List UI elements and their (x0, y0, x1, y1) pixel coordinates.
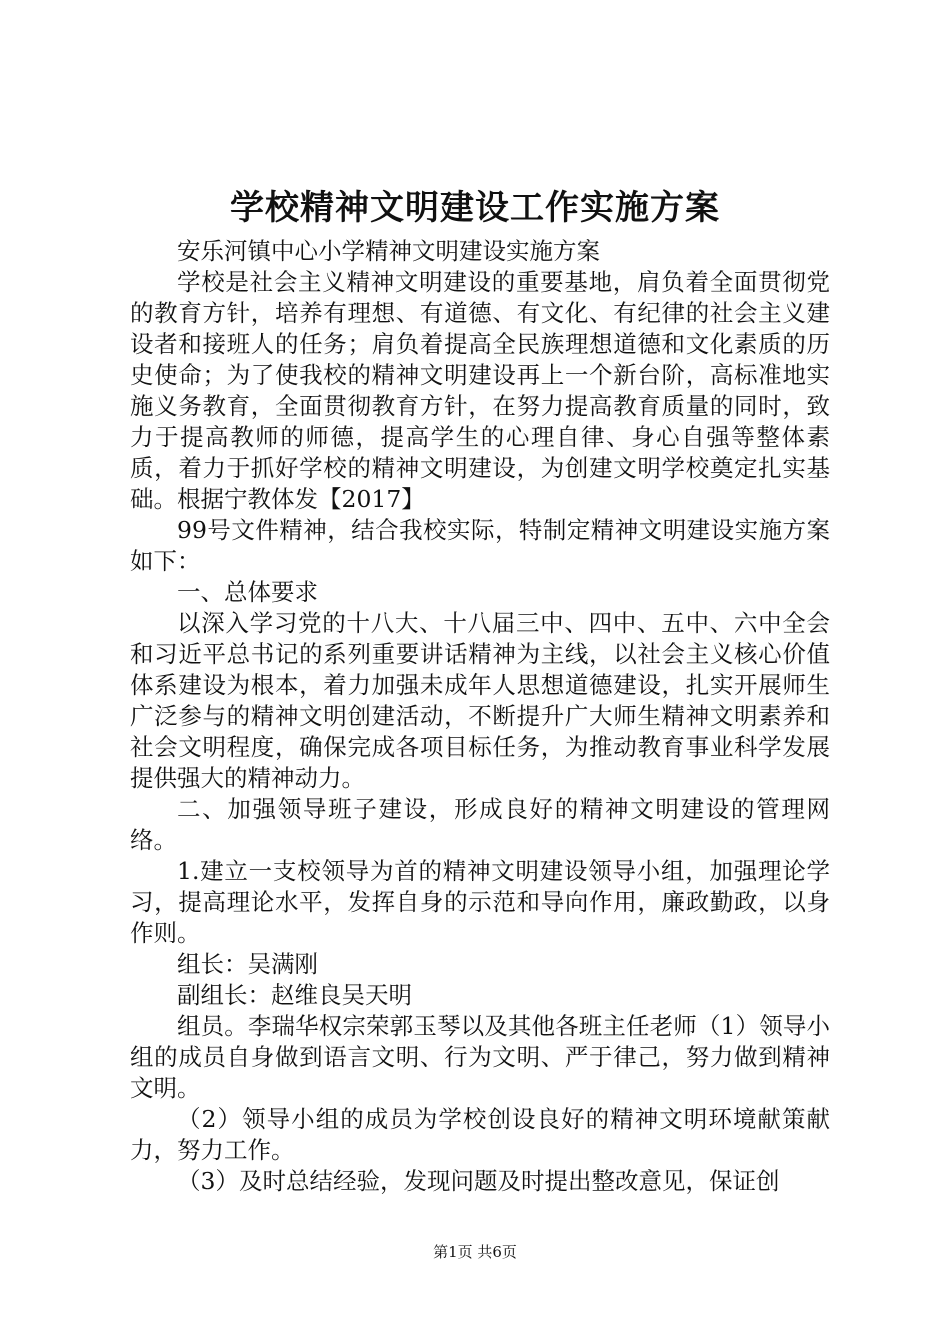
paragraph-members: 组员。李瑞华权宗荣郭玉琴以及其他各班主任老师（1）领导小组的成员自身做到语言文明、行为文明、严于律己，努力做到精神文明。 (130, 1012, 830, 1102)
page-number-footer: 第1页 共6页 (433, 1243, 517, 1261)
paragraph-item-2: （2）领导小组的成员为学校创设良好的精神文明环境献策献力，努力工作。 (130, 1105, 830, 1164)
paragraph-general-requirements: 以深入学习党的十八大、十八届三中、四中、五中、六中全会和习近平总书记的系列重要讲话精神为主线，以社会主义核心价值体系建设为根本，着力加强未成年人思想道德建设，扎实开展师生广泛参与的精神文明创建活动，不断提升广大师生精神文明素养和社会文明程度，确保完成各项目标任务，为推动教育事业科学发展提供强大的精神动力。 (130, 609, 830, 792)
document-body (130, 236, 830, 1197)
paragraph-subtitle: 安乐河镇中心小学精神文明建设实施方案 (177, 237, 600, 265)
paragraph-item-3: （3）及时总结经验，发现问题及时提出整改意见，保证创 (177, 1167, 780, 1195)
paragraph-group-leader: 组长：吴满刚 (177, 950, 318, 978)
document-title: 学校精神文明建设工作实施方案 (230, 188, 720, 228)
paragraph-deputy-leader: 副组长：赵维良吴天明 (177, 981, 412, 1009)
section-heading-general-requirements: 一、总体要求 (177, 578, 318, 606)
paragraph-intro-continued: 99号文件精神，结合我校实际，特制定精神文明建设实施方案如下： (130, 516, 830, 575)
paragraph-item-1: 1.建立一支校领导为首的精神文明建设领导小组，加强理论学习，提高理论水平，发挥自身的示范和导向作用，廉政勤政，以身作则。 (130, 857, 830, 947)
paragraph-intro: 学校是社会主义精神文明建设的重要基地，肩负着全面贯彻党的教育方针，培养有理想、有道德、有文化、有纪律的社会主义建设者和接班人的任务；肩负着提高全民族理想道德和文化素质的历史使命；为了使我校的精神文明建设再上一个新台阶，高标准地实施义务教育，全面贯彻教育方针，在努力提高教育质量的同时，致力于提高教师的师德，提高学生的心理自律、身心自强等整体素质，着力于抓好学校的精神文明建设，为创建文明学校奠定扎实基础。根据宁教体发【2017】 (130, 268, 830, 513)
section-heading-leadership: 二、加强领导班子建设，形成良好的精神文明建设的管理网络。 (130, 795, 830, 854)
